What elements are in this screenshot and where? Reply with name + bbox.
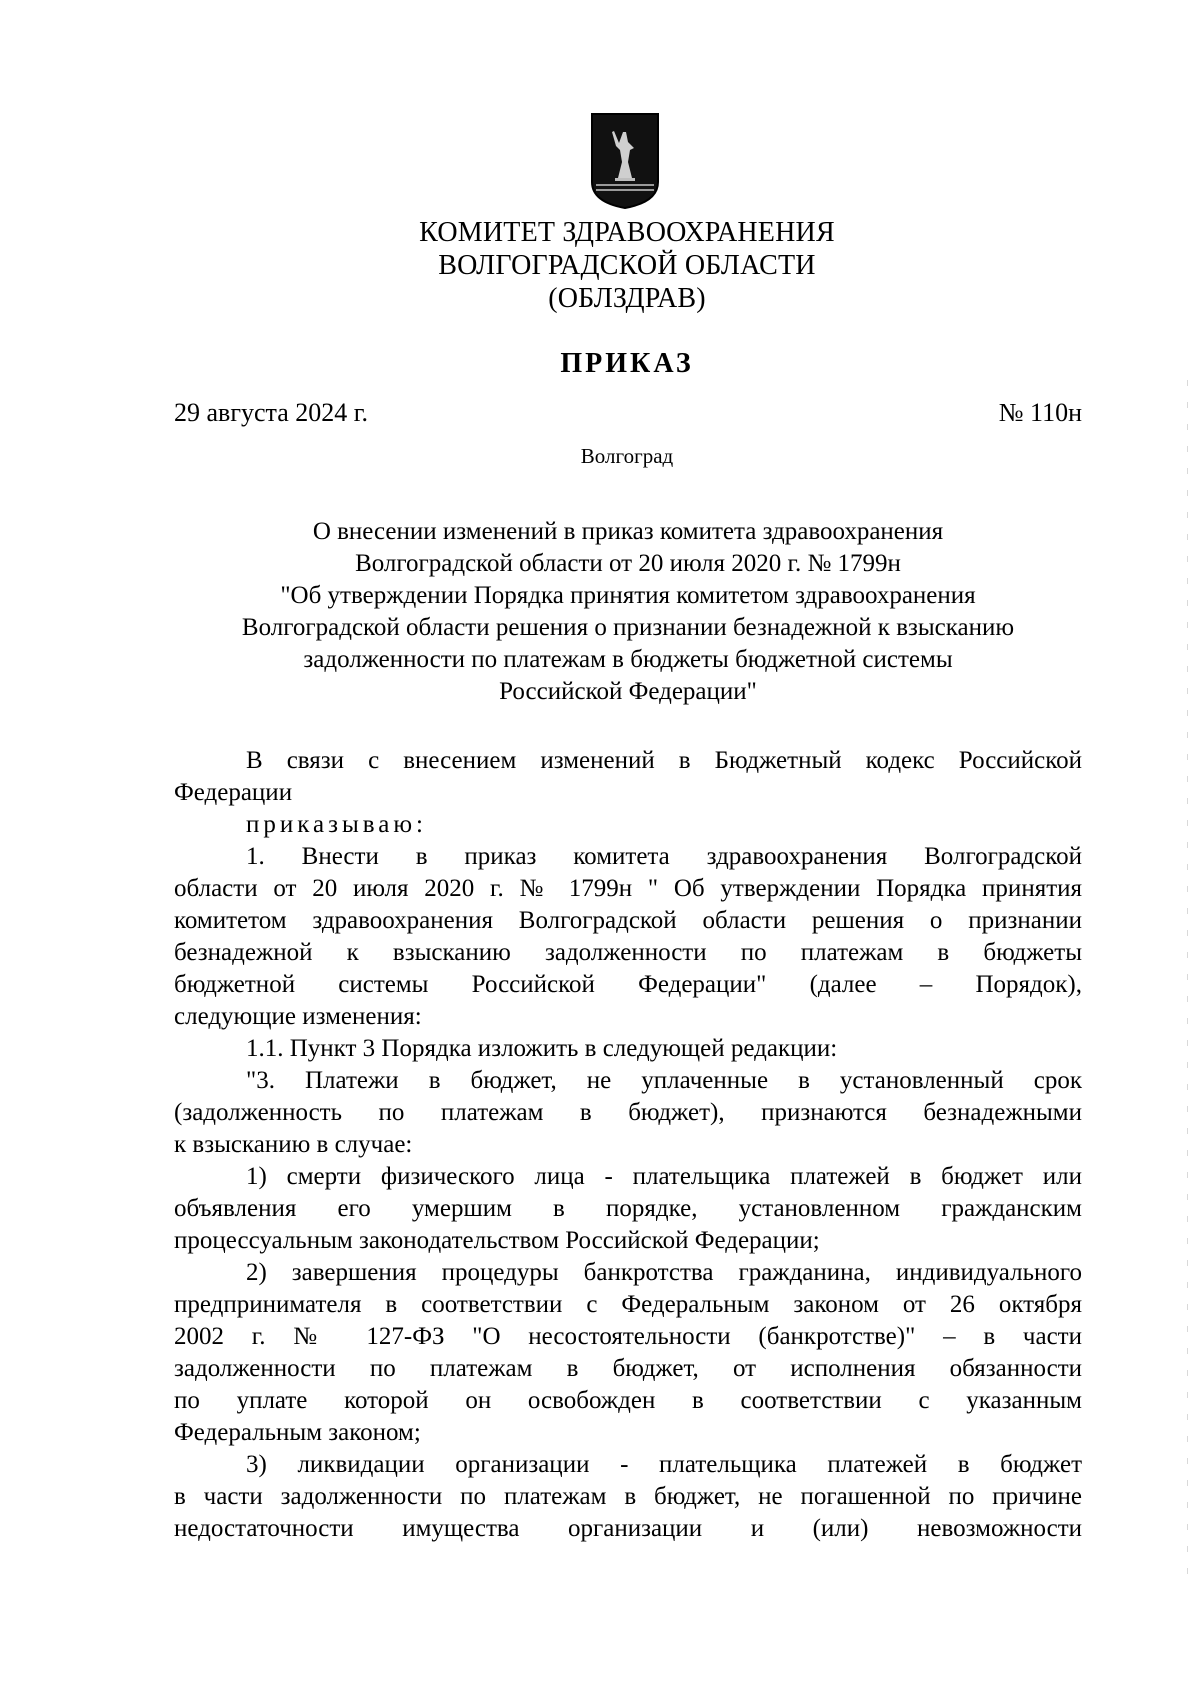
item-2-line: задолженности по платежам в бюджет, от исполнения обязанности bbox=[174, 1355, 1082, 1382]
document-date: 29 августа 2024 г. bbox=[174, 398, 368, 427]
item-2-line: предпринимателя в соответствии с Федеральным законом от 26 октября bbox=[174, 1291, 1082, 1318]
paragraph-1-line: безнадежной к взысканию задолженности по платежам в бюджеты bbox=[174, 939, 1082, 966]
document-city: Волгоград bbox=[580, 444, 674, 468]
item-2-line: 2002 г. № 127-ФЗ "О несостоятельности (банкротстве)" – в части bbox=[174, 1323, 1082, 1350]
heading-line: Волгоградской области от 20 июля 2020 г. № 1799н bbox=[355, 550, 901, 577]
item-1-line: 1) смерти физического лица - плательщика платежей в бюджет или bbox=[246, 1163, 1082, 1190]
point-3-line: "3. Платежи в бюджет, не уплаченные в установленный срок bbox=[246, 1067, 1082, 1094]
paragraph-1-line: следующие изменения: bbox=[174, 1003, 422, 1030]
heading-line: задолженности по платежам в бюджеты бюджетной системы bbox=[303, 646, 953, 673]
organization-name-line-1: КОМИТЕТ ЗДРАВООХРАНЕНИЯ bbox=[419, 217, 835, 248]
scan-edge-artifact bbox=[1187, 380, 1188, 1580]
heading-line: Волгоградской области решения о признании безнадежной к взысканию bbox=[241, 614, 1015, 641]
intro-text: Федерации bbox=[174, 779, 293, 806]
item-3-line: в части задолженности по платежам в бюджет, не погашенной по причине bbox=[174, 1483, 1082, 1510]
paragraph-1-line: области от 20 июля 2020 г. № 1799н " Об утверждении Порядка принятия bbox=[174, 875, 1082, 902]
item-1-line: процессуальным законодательством Российской Федерации; bbox=[174, 1227, 820, 1254]
paragraph-1-1: 1.1. Пункт 3 Порядка изложить в следующей редакции: bbox=[246, 1035, 838, 1062]
document-number: № 110н bbox=[998, 398, 1082, 427]
item-3-line: недостаточности имущества организации и (или) невозможности bbox=[174, 1515, 1082, 1542]
paragraph-1-line: бюджетной системы Российской Федерации" (далее – Порядок), bbox=[174, 971, 1082, 998]
point-3-line: к взысканию в случае: bbox=[174, 1131, 413, 1158]
heading-line: Российской Федерации" bbox=[499, 678, 757, 705]
heading-line: "Об утверждении Порядка принятия комитетом здравоохранения bbox=[280, 582, 976, 609]
document-type: ПРИКАЗ bbox=[560, 348, 694, 379]
item-2-line: 2) завершения процедуры банкротства гражданина, индивидуального bbox=[246, 1259, 1082, 1286]
item-3-line: 3) ликвидации организации - плательщика платежей в бюджет bbox=[246, 1451, 1082, 1478]
volgograd-coat-of-arms-icon bbox=[590, 112, 660, 210]
order-word: приказываю: bbox=[246, 811, 427, 838]
heading-line: О внесении изменений в приказ комитета здравоохранения bbox=[312, 518, 944, 545]
paragraph-1-line: комитетом здравоохранения Волгоградской области решения о признании bbox=[174, 907, 1082, 934]
paragraph-1-line: 1. Внести в приказ комитета здравоохранения Волгоградской bbox=[246, 843, 1082, 870]
item-2-line: Федеральным законом; bbox=[174, 1419, 421, 1446]
organization-name-line-2: ВОЛГОГРАДСКОЙ ОБЛАСТИ bbox=[438, 250, 816, 281]
item-2-line: по уплате которой он освобожден в соответствии с указанным bbox=[174, 1387, 1082, 1414]
point-3-line: (задолженность по платежам в бюджет), признаются безнадежными bbox=[174, 1099, 1082, 1126]
item-1-line: объявления его умершим в порядке, установленном гражданским bbox=[174, 1195, 1082, 1222]
intro-text: В связи с внесением изменений в Бюджетный кодекс Российской bbox=[246, 747, 1082, 774]
organization-short-name: (ОБЛЗДРАВ) bbox=[548, 283, 706, 314]
